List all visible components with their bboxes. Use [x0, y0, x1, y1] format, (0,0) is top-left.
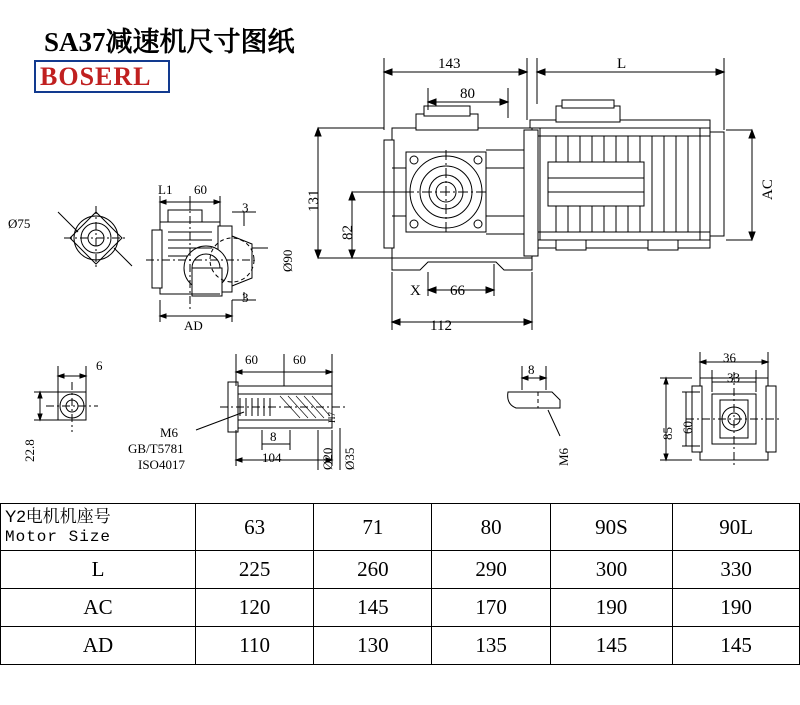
page-title: SA37减速机尺寸图纸: [44, 27, 295, 57]
cell-L-90S: 300: [550, 551, 673, 589]
table-row: [1, 551, 800, 589]
dim-60-d: 60: [680, 421, 695, 434]
table-row: [1, 589, 800, 627]
header-label-cn: Y2电机机座号: [5, 507, 111, 526]
dim-82: 82: [340, 225, 356, 240]
logo-text: BOSERL: [40, 62, 152, 91]
cell-AD-63: 110: [196, 627, 314, 665]
dim-6: 6: [96, 358, 103, 373]
header-col-1: 71: [314, 504, 432, 551]
row-label-AD: AD: [1, 627, 196, 665]
dim-L: L: [617, 56, 627, 72]
cell-L-90L: 330: [673, 551, 800, 589]
row-label-AC: AC: [1, 589, 196, 627]
table-row: [1, 627, 800, 665]
dim-AC: AC: [760, 179, 776, 200]
dim-80: 80: [460, 86, 475, 102]
label-m6-a: M6: [160, 425, 179, 440]
dim-60-a: 60: [194, 182, 207, 197]
dim-143: 143: [438, 56, 461, 72]
header-col-4: 90L: [673, 504, 800, 551]
header-col-2: 80: [432, 504, 550, 551]
dim-66: 66: [450, 283, 465, 299]
dim-104: 104: [262, 450, 282, 465]
dim-36: 36: [723, 350, 736, 365]
dim-60-c: 60: [293, 352, 306, 367]
label-m6-b: M6: [556, 447, 571, 466]
dimension-table: [0, 503, 800, 665]
header-col-0: 63: [196, 504, 314, 551]
dim-d20: Ø20: [320, 447, 335, 470]
cell-AD-71: 130: [314, 627, 432, 665]
cell-L-63: 225: [196, 551, 314, 589]
dim-131: 131: [306, 189, 322, 212]
row-label-L: L: [1, 551, 196, 589]
dim-8-b: 8: [528, 362, 535, 377]
dim-h7: H7: [327, 412, 337, 423]
dim-33: 33: [727, 370, 740, 385]
label-gb: GB/T5781: [128, 441, 184, 456]
dim-AD: AD: [184, 318, 203, 333]
cell-AC-90S: 190: [550, 589, 673, 627]
header-label-en: Motor Size: [5, 528, 112, 546]
cell-AD-90S: 145: [550, 627, 673, 665]
cell-AC-71: 145: [314, 589, 432, 627]
cell-AC-80: 170: [432, 589, 550, 627]
dim-d35: Ø35: [342, 447, 357, 470]
dim-60-b: 60: [245, 352, 258, 367]
dim-3-b: 3: [242, 290, 249, 305]
dim-8-a: 8: [270, 429, 277, 444]
dim-22-8: 22.8: [22, 439, 37, 462]
cell-AC-90L: 190: [673, 589, 800, 627]
cell-AD-80: 135: [432, 627, 550, 665]
dim-3-a: 3: [242, 200, 249, 215]
dim-d75: Ø75: [8, 216, 31, 231]
dim-85: 85: [660, 427, 675, 440]
header-motor-size: [1, 504, 196, 551]
dim-X: X: [410, 283, 421, 299]
dim-L1: L1: [158, 182, 173, 197]
label-iso: ISO4017: [138, 457, 185, 472]
cell-L-71: 260: [314, 551, 432, 589]
cell-L-80: 290: [432, 551, 550, 589]
cell-AC-63: 120: [196, 589, 314, 627]
table-header-row: [1, 504, 800, 551]
cell-AD-90L: 145: [673, 627, 800, 665]
dim-d90: Ø90: [280, 249, 295, 272]
header-col-3: 90S: [550, 504, 673, 551]
dim-112: 112: [430, 318, 452, 334]
